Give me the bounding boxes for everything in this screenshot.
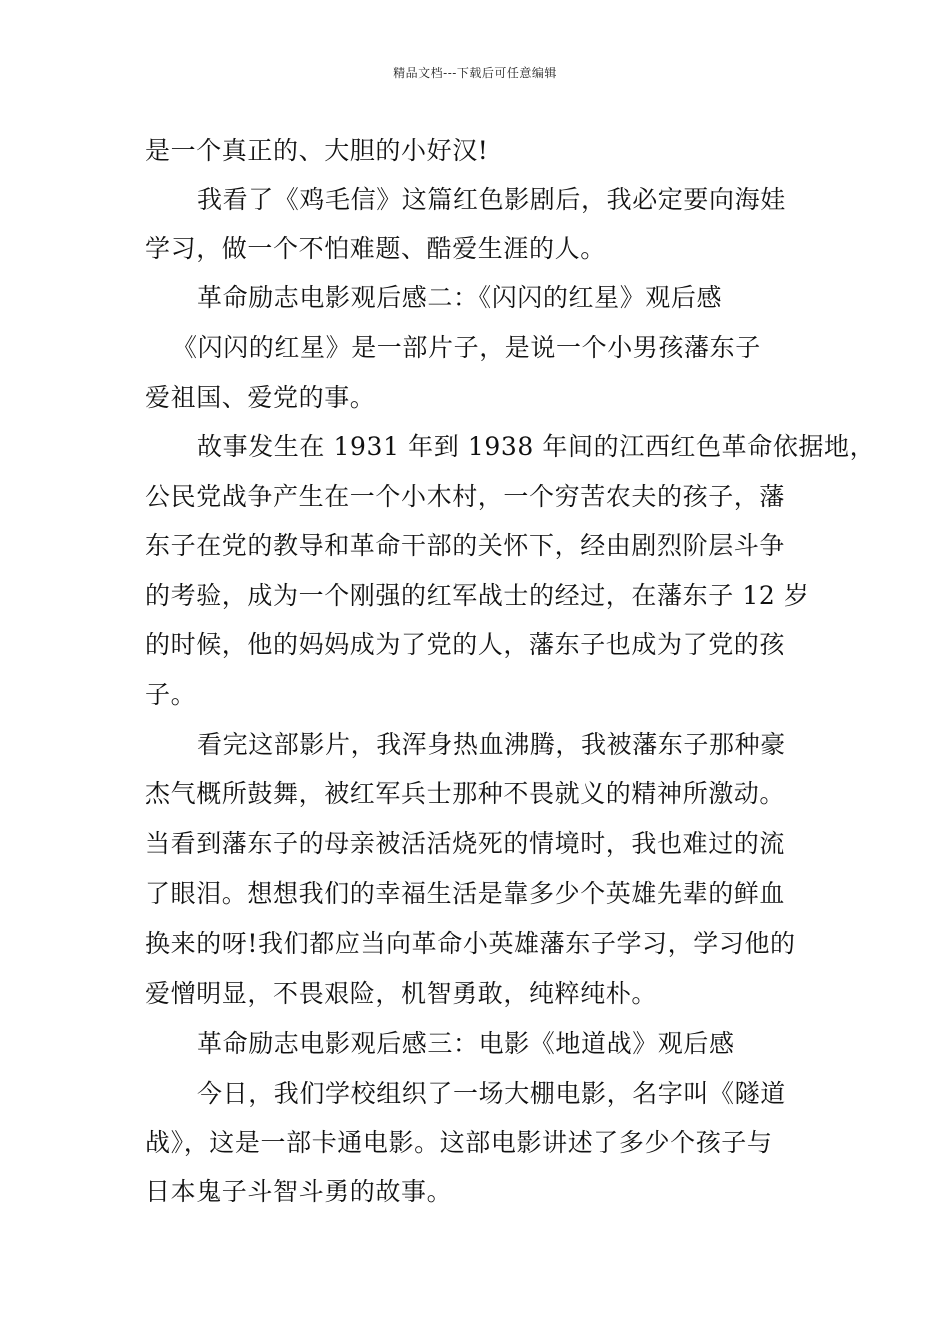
text-line: 了眼泪。想想我们的幸福生活是靠多少个英雄先辈的鲜血 (145, 879, 786, 908)
text-line: 故事发生在 1931 年到 1938 年间的江西红色革命依据地， (197, 432, 876, 461)
text-line: 的考验，成为一个刚强的红军战士的经过，在藩东子 12 岁 (145, 581, 810, 610)
section-heading: 革命励志电影观后感二：《闪闪的红星》观后感 (197, 283, 723, 312)
text-line: 是一个真正的、大胆的小好汉! (145, 136, 489, 165)
text-line: 我看了《鸡毛信》这篇红色影剧后，我必定要向海娃 (197, 185, 786, 214)
text-line: 战》，这是一部卡通电影。这部电影讲述了多少个孩子与 (145, 1128, 773, 1157)
text-line: 看完这部影片，我浑身热血沸腾，我被藩东子那种豪 (197, 730, 786, 759)
text-line: 爱憎明显，不畏艰险，机智勇敢，纯粹纯朴。 (145, 979, 658, 1008)
text-line: 公民党战争产生在一个小木村，一个穷苦农夫的孩子，藩 (145, 482, 786, 511)
text-line: 爱祖国、爱党的事。 (145, 383, 376, 412)
text-line: 当看到藩东子的母亲被活活烧死的情境时，我也难过的流 (145, 829, 786, 858)
text-line: 日本鬼子斗智斗勇的故事。 (145, 1177, 453, 1206)
text-line: 杰气概所鼓舞，被红军兵士那种不畏就义的精神所激动。 (145, 779, 786, 808)
text-line: 东子在党的教导和革命干部的关怀下，经由剧烈阶层斗争 (145, 531, 786, 560)
section-heading: 革命励志电影观后感三：电影《地道战》观后感 (197, 1029, 735, 1058)
text-line: 学习，做一个不怕难题、酷爱生涯的人。 (145, 234, 606, 263)
text-line: 子。 (145, 680, 197, 709)
page-header: 精品文档---下载后可任意编辑 (393, 66, 557, 80)
text-line: 《闪闪的红星》是一部片子，是说一个小男孩藩东子 (172, 333, 761, 362)
text-line: 的时候，他的妈妈成为了党的人，藩东子也成为了党的孩 (145, 630, 786, 659)
text-line: 今日，我们学校组织了一场大棚电影，名字叫《隧道 (197, 1079, 786, 1108)
text-line: 换来的呀!我们都应当向革命小英雄藩东子学习，学习他的 (145, 929, 796, 958)
